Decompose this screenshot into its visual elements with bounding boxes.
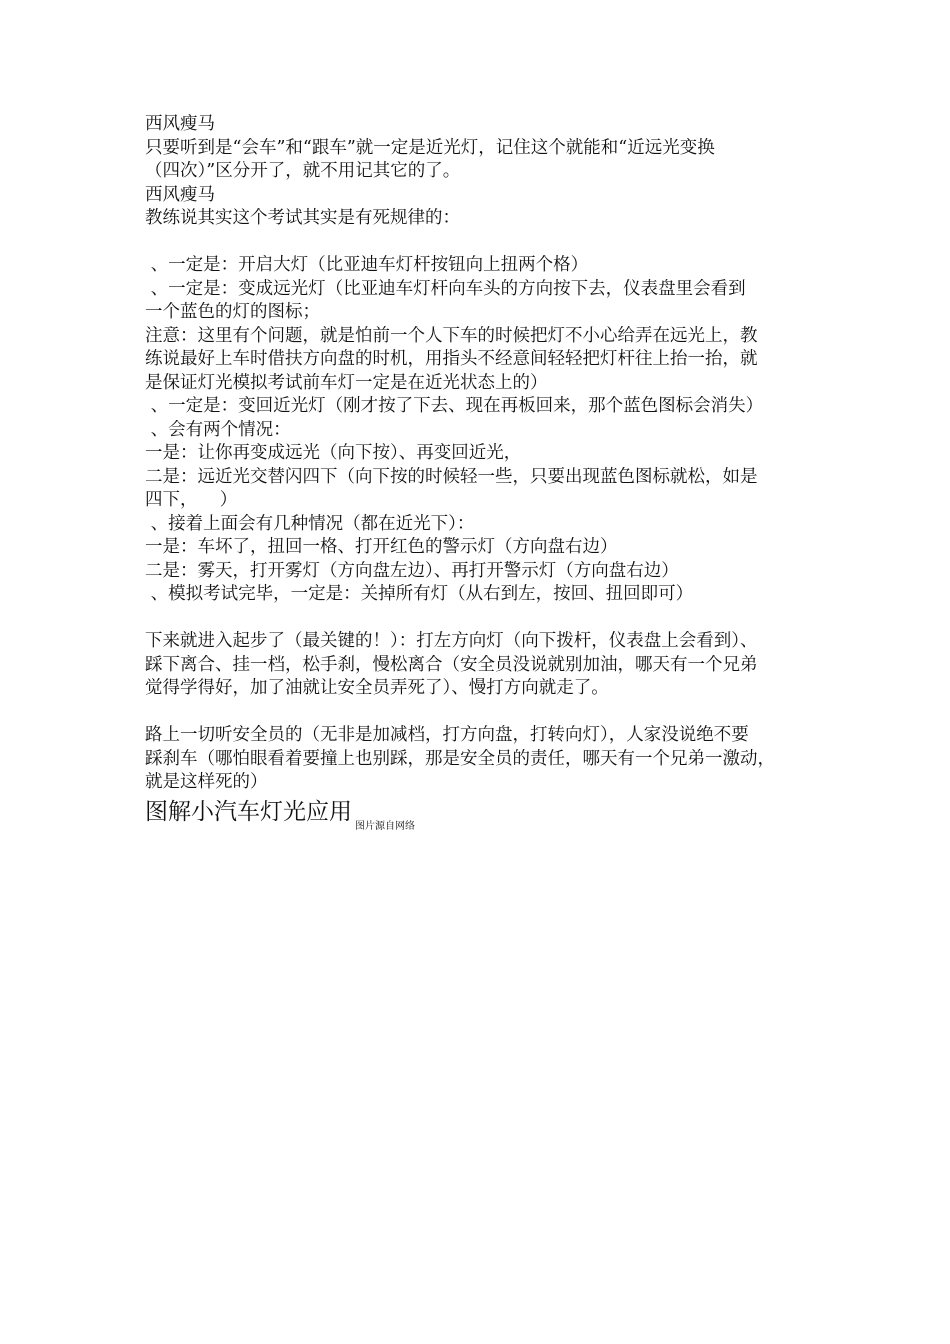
image-credit: 图片源自网络 [355, 820, 415, 832]
paragraph-line: 觉得学得好，加了油就让安全员弄死了）、慢打方向就走了。 [145, 678, 609, 698]
paragraph-line: 练说最好上车时借扶方向盘的时机，用指头不经意间轻轻把灯杆往上抬一抬，就 [145, 349, 758, 369]
paragraph-line: （四次）”区分开了，就不用记其它的了。 [145, 161, 461, 181]
blank-line [145, 607, 810, 631]
blank-line [145, 701, 810, 725]
section-heading: 图解小汽车灯光应用 [145, 798, 352, 825]
paragraph-line: 一是：车坏了，扭回一格、打开红色的警示灯（方向盘右边） [145, 537, 618, 557]
document-body [145, 113, 810, 837]
paragraph-line: 踩下离合、挂一档，松手刹，慢松离合（安全员没说就别加油，哪天有一个兄弟 [145, 654, 758, 675]
paragraph-line: 二是：雾天，打开雾灯（方向盘左边）、再打开警示灯（方向盘右边） [145, 560, 679, 581]
paragraph-line: 、模拟考试完毕，一定是：关掉所有灯（从右到左，按回、扭回即可） [145, 584, 694, 604]
paragraph-line: 路上一切听安全员的（无非是加减档，打方向盘，打转向灯），人家没说绝不要 [145, 725, 749, 745]
paragraph-line: 、接着上面会有几种情况（都在近光下）： [145, 513, 475, 534]
paragraph-line: 四下， ） [145, 490, 238, 510]
paragraph-line: 是保证灯光模拟考试前车灯一定是在近光状态上的） [145, 372, 548, 393]
paragraph-line: 下来就进入起步了（最关键的！）：打左方向灯（向下拨杆，仪表盘上会看到）、 [145, 631, 758, 651]
paragraph-line: 就是这样死的） [145, 772, 268, 792]
paragraph-line: 西风瘦马 [145, 114, 215, 134]
paragraph-line: 、会有两个情况： [145, 419, 291, 440]
heading-row [145, 797, 810, 837]
paragraph-line: 、一定是：开启大灯（比亚迪车灯杆按钮向上扭两个格） [145, 255, 589, 275]
blank-line [145, 231, 810, 255]
paragraph-line: 、一定是：变回近光灯（刚才按了下去、现在再板回来，那个蓝色图标会消失） [145, 396, 764, 416]
paragraph-line: 踩刹车（哪怕眼看着要撞上也别踩，那是安全员的责任，哪天有一个兄弟一激动， [145, 748, 775, 769]
paragraph-line: 、一定是：变成远光灯（比亚迪车灯杆向车头的方向按下去，仪表盘里会看到 [145, 278, 746, 299]
paragraph-line: 西风瘦马 [145, 184, 215, 205]
paragraph-line: 注意：这里有个问题，就是怕前一个人下车的时候把灯不小心给弄在远光上，教 [145, 325, 758, 346]
paragraph-line: 一个蓝色的灯的图标； [145, 302, 320, 322]
paragraph-line: 一是：让你再变成远光（向下按）、再变回近光， [145, 443, 522, 463]
paragraph-line: 二是：远近光交替闪四下（向下按的时候轻一些，只要出现蓝色图标就松，如是 [145, 466, 758, 487]
paragraph-line: 教练说其实这个考试其实是有死规律的： [145, 208, 460, 228]
paragraph-line: 只要听到是“会车”和“跟车”就一定是近光灯，记住这个就能和“近远光变换 [145, 137, 715, 158]
